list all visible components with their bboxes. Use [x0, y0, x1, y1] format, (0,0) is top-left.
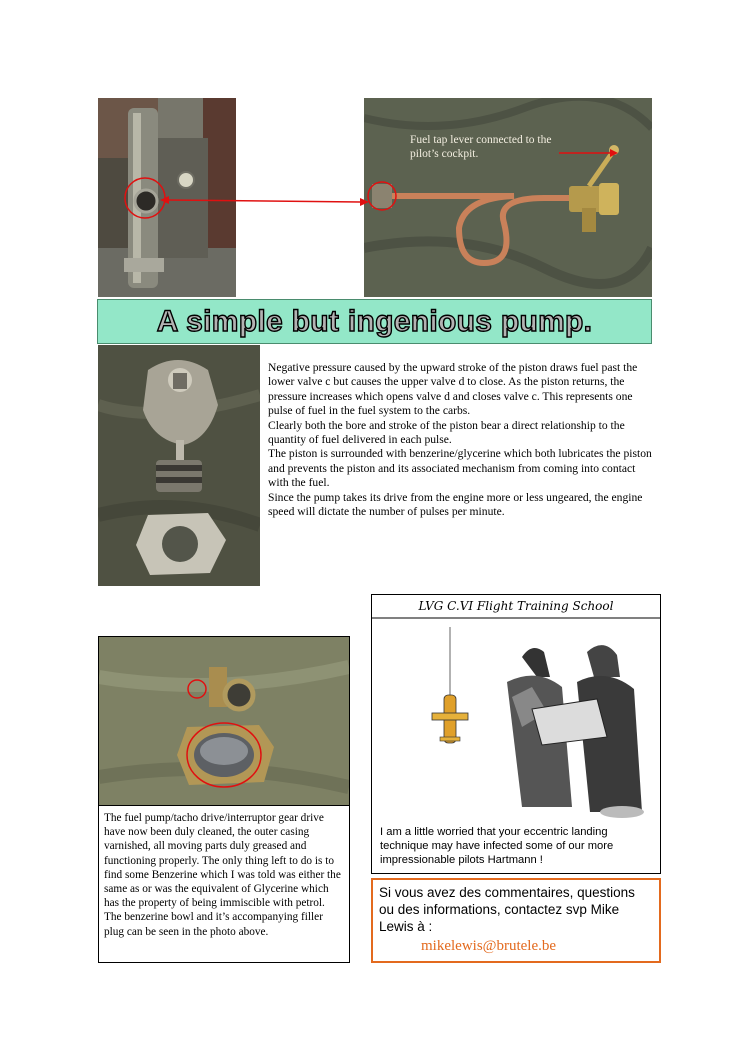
photo-caption: The fuel pump/tacho drive/interruptor gear drive have now been duly cleaned, the outer casing varnished, all moving parts duly greased and functioning properly. The only thing left to do is to find some Benzerine which I was told was either the same as or was the equivalent of Glycerine which has the property of being immiscible with petrol. The benzerine bowl and it’s accompanying filler plug can be seen in the photo above. — [98, 805, 350, 963]
fuel-tap-photo — [364, 98, 652, 297]
cartoon-title: LVG C.VI Flight Training School — [418, 599, 614, 613]
disassembled-pump-photo — [98, 345, 260, 586]
page-title: A simple but ingenious pump. — [156, 304, 593, 338]
disassembled-pump-illustration — [98, 345, 260, 586]
cartoon-illustration — [372, 617, 660, 822]
title-banner — [97, 299, 652, 344]
paragraph: Since the pump takes its drive from the engine more or less ungeared, the engine speed will dictate the number of pulses per minute. — [268, 490, 643, 519]
paragraph: Negative pressure caused by the upward stroke of the piston draws fuel past the lower valve c but causes the upper valve d to close. As the piston returns, the pressure increases which opens valve d and closes valve c. This represents one pulse of fuel in the fuel system to the carbs. — [268, 361, 638, 418]
cleaned-pump-photo — [98, 636, 350, 806]
contact-box — [371, 878, 661, 963]
paragraph: Clearly both the bore and stroke of the piston bear a direct relationship to the quantity of fuel delivered in each pulse. — [268, 418, 625, 447]
cartoon-panel — [371, 594, 661, 874]
cleaned-pump-illustration — [99, 637, 349, 805]
pump-description — [268, 361, 652, 519]
fuel-tap-annotation: Fuel tap lever connected to the pilot’s cockpit. — [410, 134, 552, 160]
fuel-tap-illustration — [364, 98, 652, 297]
email-link[interactable]: mikelewis@brutele.be — [421, 938, 557, 954]
connecting-arrow — [160, 193, 370, 209]
cartoon-caption: I am a little worried that your eccentric landing technique may have infected some of our more impressionable pilots Hartmann ! — [380, 826, 614, 866]
paragraph: The piston is surrounded with benzerine/glycerine which both lubricates the piston and prevents the piston and its associated mechanism from coming into contact with the fuel. — [268, 447, 652, 490]
contact-text: Si vous avez des commentaires, questions ou des informations, contactez svp Mike Lewis à : — [379, 885, 635, 934]
